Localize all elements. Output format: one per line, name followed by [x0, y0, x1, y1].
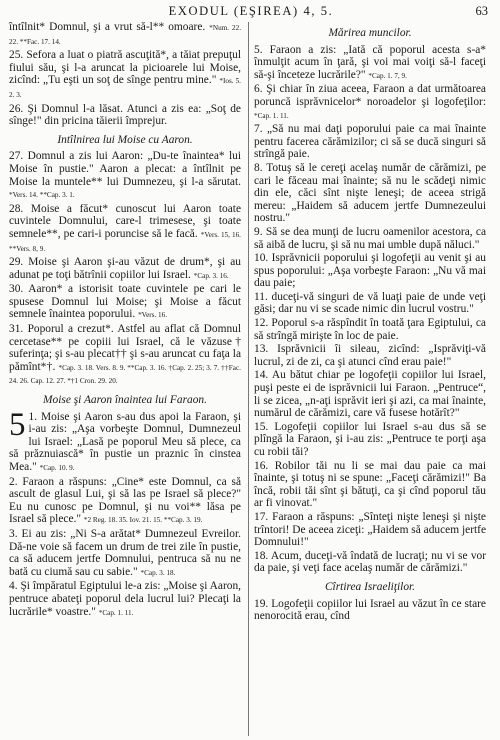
- verse-paragraph: [254, 291, 486, 316]
- verse-paragraph: [254, 252, 486, 290]
- verse-paragraph: [9, 49, 241, 101]
- section-heading: [254, 27, 486, 40]
- section-heading-text: Moise şi Aaron înaintea lui Faraon.: [43, 394, 207, 407]
- chapter-number: 5: [9, 406, 26, 443]
- section-heading: [9, 134, 241, 147]
- verse-paragraph: [9, 283, 241, 322]
- section-heading: [254, 581, 486, 594]
- section-heading: [9, 394, 241, 407]
- cross-reference: *Ios. 5. 2. 3.: [9, 77, 241, 99]
- verse-text: 12. Poporul s-a răspîndit în toată ţara Egiptului, ca să strîngă mirişte în loc de paie.: [254, 317, 486, 342]
- running-title: EXODUL (EŞIREA) 4, 5.: [168, 4, 334, 18]
- cross-reference: *Cap. 10. 9.: [39, 464, 75, 472]
- verse-paragraph: [254, 550, 486, 575]
- verse-paragraph: [254, 317, 486, 342]
- verse-text: 6. Şi chiar în ziua aceea, Faraon a dat următoarea poruncă isprăvnicelor* noroadelor şi logofeţilor:: [254, 83, 486, 108]
- verse-text: 8. Totuş să le cereţi acelaş număr de cărămizi, pe cari le făceau mai înainte; să nu le scădeţi nimic din ele, căci sînt nişte leneşi; de aceea strigă mereu: „Haidem să aducem jertfe Dumnezeului nostru.": [254, 161, 486, 225]
- verse-paragraph: [254, 421, 486, 459]
- verse-paragraph: [254, 343, 486, 368]
- verse-text: 16. Robilor tăi nu li se mai dau paie ca mai înainte, şi totuş ni se spune: „Faceţi cărămizi!" Ba încă, robii tăi sînt şi bătuţi, ca şi cînd poporul tău ar fi vinovat.": [254, 459, 486, 510]
- verse-paragraph: [254, 369, 486, 419]
- verse-text: 14. Au bătut chiar pe logofeţii copiilor lui Israel, puşi peste ei de isprăvnicii lui Faraon. „Pentruce“, li se zicea, „n-aţi isprăvit ieri şi azi, ca mai înainte, numărul de cărămizi, care vă fusese hotărît?": [254, 369, 486, 420]
- verse-paragraph: [254, 460, 486, 510]
- verse-paragraph: [9, 323, 241, 388]
- verse-text: 3. Ei au zis: „Ni S-a arătat* Dumnezeul Evreilor. Dă-ne voie să facem un drum de trei zile în pustie, ca să aducem jertfe Domnului, pentruca să nu ne bată cu ciumă sau cu sabie.": [9, 527, 241, 578]
- cross-reference: *Num. 22. 22. **Fac. 17. 14.: [9, 24, 242, 46]
- cross-reference: *Vers. 14. **Cap. 3. 1.: [9, 191, 75, 200]
- verse-paragraph: [254, 598, 486, 623]
- verse-text: 17. Faraon a răspuns: „Sînteţi nişte leneşi şi nişte trîntori! De aceea ziceţi: „Haidem să aducem jertfe Domnului!": [254, 510, 486, 549]
- page-header: [14, 4, 488, 22]
- verse-paragraph: [9, 203, 241, 255]
- verse-paragraph: [9, 528, 241, 579]
- verse-text: 29. Moise şi Aaron şi-au văzut de drum*, şi au adunat pe toţi bătrînii copiilor lui Israel.: [9, 256, 241, 281]
- verse-paragraph: [9, 150, 241, 201]
- cross-reference: *Vers. 15, 16. **Vers. 8, 9.: [9, 230, 241, 253]
- verse-paragraph: [254, 511, 486, 549]
- page-number: 63: [475, 4, 488, 18]
- cross-reference: *2 Reg. 18. 35. Iov. 21. 15. **Cap. 3. 19.: [83, 516, 203, 525]
- verse-text: 15. Logofeţii copiilor lui Israel s-au dus să se plîngă la Faraon, şi i-au zis: „Pentruce te porţi aşa cu robii tăi?: [254, 420, 486, 458]
- cross-reference: *Cap. 1. 7, 9.: [368, 71, 407, 80]
- verse-text: 26. Şi Domnul l-a lăsat. Atunci a zis ea: „Soţ de sînge!" din pricina tăierii împrejur.: [9, 102, 241, 128]
- cross-reference: *Vers. 16.: [138, 311, 168, 320]
- cross-reference: *Cap. 3. 18.: [140, 568, 176, 577]
- verse-paragraph: [9, 256, 241, 282]
- cross-reference: *Cap. 3. 18. Vers. 8. 9. **Cap. 3. 16. †Cap. 2. 25; 3. 7. ††Fac. 24. 26. Cap. 12. 27. *†1 Cron. 29. 20.: [9, 363, 241, 386]
- verse-paragraph: [9, 406, 241, 475]
- verse-text: întîlnit* Domnul, şi a vrut să-l** omoare.: [9, 21, 206, 33]
- verse-text: 7. „Să nu mai daţi poporului paie ca mai înainte pentru facerea cărămizilor; ci să se ducă singuri să strîngă paie.: [254, 123, 486, 161]
- verse-paragraph: [9, 21, 241, 48]
- verse-text: 18. Acum, duceţi-vă îndată de lucraţi; nu vi se vor da paie, şi veţi face acelaş număr de cărămizi.": [254, 549, 486, 575]
- cross-reference: *Cap. 3. 16.: [193, 271, 229, 280]
- verse-paragraph: [9, 476, 241, 527]
- verse-text: 10. Isprăvnicii poporului şi logofeţii au venit şi au spus poporului: „Aşa vorbeşte Faraon: „Nu vă mai dau paie;: [254, 252, 486, 290]
- verse-paragraph: [9, 103, 241, 128]
- verse-paragraph: [254, 162, 486, 225]
- verse-text: 9. Să se dea munţi de lucru oamenilor acestora, ca să aibă de lucru, şi să nu mai umble după năluci.": [254, 225, 486, 251]
- verse-text: 27. Domnul a zis lui Aaron: „Du-te înaintea* lui Moise în pustie." Aaron a plecat: a întîlnit pe Moise la muntele** lui Dumnezeu, şi l-a sărutat.: [9, 150, 241, 188]
- section-heading-text: Cîrtirea Israeliţilor.: [324, 580, 416, 593]
- verse-text: 19. Logofeţii copiilor lui Israel au văzut în ce stare nenorocită erau, cînd: [254, 597, 486, 623]
- section-heading-text: Mărirea muncilor.: [328, 27, 412, 39]
- right-column: [254, 21, 486, 624]
- verse-text: 31. Poporul a crezut*. Astfel au aflat că Domnul cercetase** pe copiii lui Israel, că le văzuse† suferinţa; şi s-au plecat†† şi s-au aruncat cu faţa la pămînt*†.: [9, 323, 241, 373]
- verse-text: 2. Faraon a răspuns: „Cine* este Domnul, ca să ascult de glasul Lui, şi să las pe Israel să plece?" Eu nu cunosc pe Domnul, şi nu voi** lăsa pe Israel să plece.": [9, 475, 241, 526]
- column-divider: [248, 22, 249, 736]
- section-heading-text: Intîlnirea lui Moise cu Aaron.: [57, 133, 193, 146]
- verse-paragraph: [254, 83, 486, 122]
- verse-paragraph: [254, 44, 486, 83]
- verse-text: 30. Aaron* a istorisit toate cuvintele pe cari le spusese Domnul lui Moise; şi Moise a făcut semnele înaintea poporului.: [9, 283, 241, 321]
- verse-text: 28. Moise a făcut* cunoscut lui Aaron toate cuvintele Domnului, care-l trimesese, şi toate semnele**, pe cari-i poruncise să le facă.: [9, 202, 241, 240]
- verse-text: 13. Isprăvnicii îi sileau, zicînd: „Isprăviţi-vă lucrul, zi de zi, ca şi atunci cînd erau paie!": [254, 343, 486, 368]
- verse-text: 1. Moise şi Aaron s-au dus apoi la Faraon, şi i-au zis: „Aşa vorbeşte Domnul, Dumnezeul lui Israel: „Lasă pe poporul Meu să plece, ca să prăznuiască* în pustie un praznic în cinstea Mea.": [9, 410, 241, 473]
- verse-paragraph: [254, 123, 486, 161]
- cross-reference: *Cap. 1. 11.: [98, 608, 134, 617]
- verse-text: 11. duceţi-vă singuri de vă luaţi paie de unde veţi găsi; dar nu vi se scade nimic din lucrul vostru.": [254, 290, 486, 316]
- left-column: [9, 21, 241, 620]
- verse-text: 4. Şi împăratul Egiptului le-a zis: „Moise şi Aaron, pentruce abateţi poporul dela lucrul lui? Plecaţi la lucrările* voastre.": [9, 580, 241, 618]
- verse-paragraph: [254, 226, 486, 251]
- cross-reference: *Cap. 1. 11.: [254, 111, 289, 120]
- verse-text: 25. Sefora a luat o piatră ascuţită*, a tăiat prepuţul fiului său, şi l-a aruncat la picioarele lui Moise, zicînd: „Tu eşti un soţ de sînge pentru mine.": [9, 49, 241, 87]
- verse-text: 5. Faraon a zis: „Iată că poporul acesta s-a* înmulţit acum în ţară, şi voi mai voiţi să-l faceţi să-şi înceteze lucrările?": [254, 43, 486, 81]
- verse-paragraph: [9, 580, 241, 619]
